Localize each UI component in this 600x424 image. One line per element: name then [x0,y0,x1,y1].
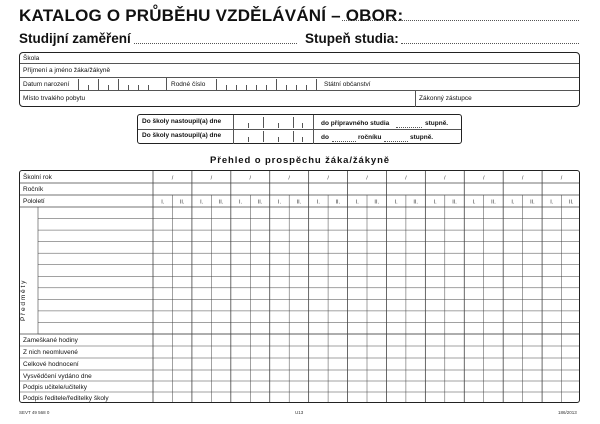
date-separator [263,131,264,142]
pololeti-label: Pololetí [23,198,45,205]
half-2-label: II. [257,199,263,206]
year-slash: / [210,175,213,182]
year-slash: / [327,175,329,182]
date-separator [118,79,119,90]
half-1-label: I. [277,199,281,206]
stupen-dotted[interactable] [384,141,408,142]
rc-separator [216,79,217,90]
obor-dotted-line[interactable] [342,20,579,21]
date-separator [293,117,294,128]
pripravne-stupen-dotted[interactable] [396,127,422,128]
half-1-label: I. [355,199,359,206]
pripravne-studium-label: do přípravného studia [321,120,390,127]
podpis-ucitele-label: Podpis učitele/učitelky [23,384,87,391]
half-1-label: I. [239,199,243,206]
date-tick [302,123,303,128]
rocnik-dotted[interactable] [332,141,356,142]
rc-separator [276,79,277,90]
studijni-zamereni-label: Studijní zaměření [19,31,131,46]
neomluvene-label: Z nich neomluvené [23,349,78,356]
divider [138,129,461,130]
field-divider [233,115,234,144]
date-tick [138,85,139,90]
half-2-label: II. [374,199,380,206]
half-1-label: I. [511,199,515,206]
rocnik-label: Ročník [23,186,44,193]
progress-grid [19,170,580,403]
entry-box [137,114,462,144]
year-slash: / [288,175,290,182]
date-separator [293,131,294,142]
divider [20,63,579,64]
half-2-label: II. [530,199,535,206]
studijni-zamereni-dotted-line[interactable] [134,43,297,44]
form-title: KATALOG O PRŮBĚHU VZDĚLÁVÁNÍ – OBOR: [19,6,404,25]
date-tick [248,123,249,128]
rc-tick [256,85,257,90]
date-tick [88,85,89,90]
vysvedceni-label: Vysvědčení vydáno dne [23,373,92,380]
nastoupil-label-2: Do školy nastoupil(a) dne [142,132,222,139]
stupen-studia-dotted-line[interactable] [401,43,579,44]
date-tick [128,85,129,90]
date-tick [278,123,279,128]
year-slash: / [444,175,446,182]
field-divider [313,115,314,144]
jmeno-label: Příjmení a jméno žáka/žákyně [23,67,111,74]
footer-right: 186/2013 [558,410,577,415]
predmety-label: P ř e d m ě t y [20,280,27,322]
year-slash: / [560,175,563,182]
rc-tick [226,85,227,90]
date-tick [148,85,149,90]
zakonny-zastupce-label: Zákonný zástupce [419,95,472,102]
footer-center: U13 [295,410,304,415]
half-2-label: II. [296,199,302,206]
stupen-studia-label: Stupeň studia: [305,31,399,46]
statni-obcanstvi-label: Státní občanství [324,81,371,88]
divider [20,90,579,91]
half-2-label: II. [335,199,341,206]
half-2-label: II. [179,199,185,206]
year-slash: / [482,175,485,182]
podpis-reditele-label: Podpis ředitele/ředitelky školy [23,395,109,402]
half-2-label: II. [218,199,224,206]
stupne-label-1: stupně. [425,120,449,127]
year-slash: / [171,175,174,182]
student-info-box [19,52,580,107]
rc-tick [236,85,237,90]
half-1-label: I. [550,199,554,206]
footer-code: SEVT 49 568 0 [19,410,50,415]
half-1-label: I. [472,199,476,206]
half-2-label: II. [491,199,496,206]
rc-tick [286,85,287,90]
do-label: do [321,134,329,141]
year-slash: / [405,175,407,182]
half-2-label: II. [452,199,457,206]
half-1-label: I. [394,199,398,206]
year-slash: / [366,175,368,182]
date-separator [263,117,264,128]
year-slash: / [521,175,524,182]
date-tick [248,137,249,142]
field-divider [166,77,167,90]
half-1-label: I. [433,199,437,206]
field-divider [415,90,416,107]
nastoupil-label-1: Do školy nastoupil(a) dne [142,118,222,125]
misto-pobytu-label: Místo trvalého pobytu [23,95,86,102]
date-tick [108,85,109,90]
rocniku-label: ročníku [358,134,382,141]
stupne-label-2: stupně. [410,134,434,141]
rodne-cislo-label: Rodné číslo [171,81,206,88]
rc-tick [246,85,247,90]
year-slash: / [249,175,252,182]
half-1-label: I. [316,199,320,206]
date-tick [302,137,303,142]
datum-narozeni-label: Datum narození [23,81,70,88]
grid-lines [20,171,580,403]
skola-label: Škola [23,55,40,62]
rc-tick [266,85,267,90]
half-2-label: II. [413,199,418,206]
date-separator [98,79,99,90]
rc-separator [316,79,317,90]
skolni-rok-label: Školní rok [23,174,52,181]
divider [20,77,579,78]
progress-title: Přehled o prospěchu žáka/žákyně [210,155,390,166]
half-1-label: I. [161,199,165,206]
half-2-label: II. [568,199,574,206]
date-tick [278,137,279,142]
date-separator [78,79,79,90]
celkove-hodnoceni-label: Celkové hodnocení [23,361,79,368]
half-1-label: I. [200,199,204,206]
rc-tick [306,85,307,90]
zameskane-label: Zameškané hodiny [23,337,78,344]
rc-tick [296,85,297,90]
